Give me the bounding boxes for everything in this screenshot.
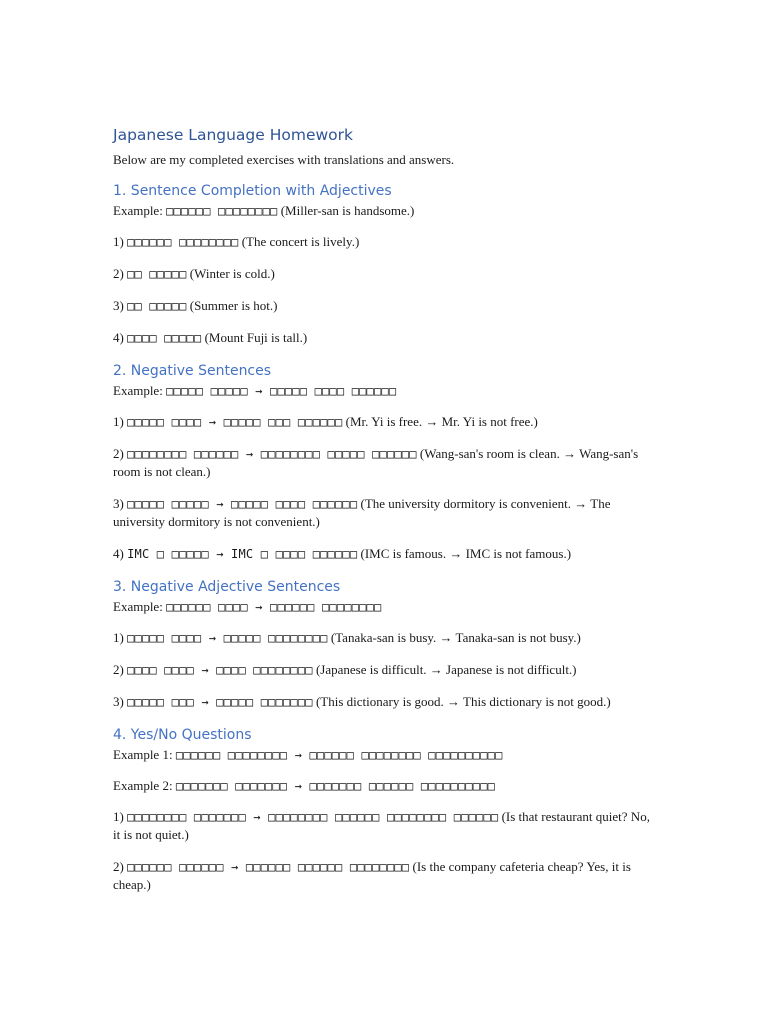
translation-text: (Is the company cafeteria cheap? Yes, it is cheap.) <box>113 859 631 892</box>
japanese-text: □□□□□□ □□□□□□□□ <box>127 235 239 249</box>
section-heading: 3. Negative Adjective Sentences <box>113 579 341 595</box>
translation-text: (The university dormitory is convenient. → The university dormitory is not convenient.) <box>113 496 611 529</box>
item-number: 2) <box>113 446 128 461</box>
japanese-text: □□□□□□□ □□□□□□□ → □□□□□□□ □□□□□□ □□□□□□□□□□ <box>175 779 496 793</box>
translation-text: (Mr. Yi is free. → Mr. Yi is not free.) <box>342 414 538 429</box>
japanese-text: □□□□□ □□□ → □□□□□ □□□□□□□ <box>127 695 313 709</box>
item-number: 1) <box>113 414 128 429</box>
japanese-text: □□ □□□□□ <box>127 299 187 313</box>
translation-text: (Tanaka-san is busy. → Tanaka-san is not busy.) <box>327 630 581 645</box>
translation-text: (Miller-san is handsome.) <box>277 203 415 218</box>
exercise-item <box>113 629 658 647</box>
japanese-text: □□□□ □□□□ → □□□□ □□□□□□□□ <box>127 663 313 677</box>
japanese-text: □□□□□ □□□□ → □□□□□ □□□ □□□□□□ <box>127 415 343 429</box>
translation-text: (Mount Fuji is tall.) <box>201 330 308 345</box>
example-line <box>113 382 658 400</box>
japanese-text: □□□□□□ □□□□ → □□□□□□ □□□□□□□□ <box>166 600 382 614</box>
example-prefix: Example 1: <box>113 747 176 762</box>
item-number: 2) <box>113 266 128 281</box>
item-number: 1) <box>113 809 128 824</box>
item-number: 3) <box>113 694 128 709</box>
translation-text: (Winter is cold.) <box>186 266 275 281</box>
example-line <box>113 777 658 795</box>
example-prefix: Example: <box>113 203 167 218</box>
translation-text: (Japanese is difficult. → Japanese is not difficult.) <box>312 662 577 677</box>
item-number: 1) <box>113 234 128 249</box>
japanese-text: □□□□□□□□ □□□□□□ → □□□□□□□□ □□□□□ □□□□□□ <box>127 447 417 461</box>
japanese-text: □□□□□□ □□□□□□ → □□□□□□ □□□□□□ □□□□□□□□ <box>127 860 410 874</box>
japanese-text: IMC □ □□□□□ → IMC □ □□□□ □□□□□□ <box>127 547 358 561</box>
exercise-item <box>113 495 658 531</box>
exercise-item <box>113 858 658 894</box>
japanese-text: □□□□ □□□□□ <box>127 331 202 345</box>
example-prefix: Example: <box>113 383 167 398</box>
section-heading: 2. Negative Sentences <box>113 363 272 379</box>
japanese-text: □□□□□□□□ □□□□□□□ → □□□□□□□□ □□□□□□ □□□□□□□□ □□□□□□ <box>127 810 499 824</box>
item-number: 4) <box>113 546 128 561</box>
item-number: 2) <box>113 662 128 677</box>
section-heading: 1. Sentence Completion with Adjectives <box>113 183 392 199</box>
section-negative-adjective <box>113 577 658 711</box>
section-adjective-completion <box>113 181 658 347</box>
translation-text: (Summer is hot.) <box>186 298 278 313</box>
example-line <box>113 202 658 220</box>
japanese-text: □□□□□ □□□□ → □□□□□ □□□□□□□□ <box>127 631 328 645</box>
translation-text: (This dictionary is good. → This dictionary is not good.) <box>312 694 611 709</box>
translation-text: (The concert is lively.) <box>238 234 360 249</box>
exercise-item <box>113 329 658 347</box>
exercise-item <box>113 233 658 251</box>
example-prefix: Example: <box>113 599 167 614</box>
document-page <box>113 124 658 908</box>
example-line <box>113 746 658 764</box>
item-number: 4) <box>113 330 128 345</box>
item-number: 3) <box>113 298 128 313</box>
document-title: Japanese Language Homework <box>113 126 354 144</box>
japanese-text: □□ □□□□□ <box>127 267 187 281</box>
exercise-item <box>113 545 658 563</box>
exercise-item <box>113 693 658 711</box>
exercise-item <box>113 297 658 315</box>
exercise-item <box>113 445 658 481</box>
example-line <box>113 598 658 616</box>
translation-text: (IMC is famous. → IMC is not famous.) <box>357 546 572 561</box>
section-negative-sentences <box>113 361 658 563</box>
exercise-item <box>113 265 658 283</box>
japanese-text: □□□□□□ □□□□□□□□ → □□□□□□ □□□□□□□□ □□□□□□□□□□ <box>175 748 503 762</box>
exercise-item <box>113 661 658 679</box>
example-prefix: Example 2: <box>113 778 176 793</box>
document-intro: Below are my completed exercises with translations and answers. <box>113 152 455 167</box>
japanese-text: □□□□□□ □□□□□□□□ <box>166 204 278 218</box>
translation-text: (Wang-san's room is clean. → Wang-san's room is not clean.) <box>113 446 639 479</box>
item-number: 1) <box>113 630 128 645</box>
exercise-item <box>113 808 658 844</box>
item-number: 3) <box>113 496 128 511</box>
section-yes-no-questions <box>113 725 658 894</box>
section-heading: 4. Yes/No Questions <box>113 727 252 743</box>
item-number: 2) <box>113 859 128 874</box>
translation-text: (Is that restaurant quiet? No, it is not quiet.) <box>113 809 650 842</box>
japanese-text: □□□□□ □□□□□ → □□□□□ □□□□ □□□□□□ <box>166 384 397 398</box>
exercise-item <box>113 413 658 431</box>
japanese-text: □□□□□ □□□□□ → □□□□□ □□□□ □□□□□□ <box>127 497 358 511</box>
